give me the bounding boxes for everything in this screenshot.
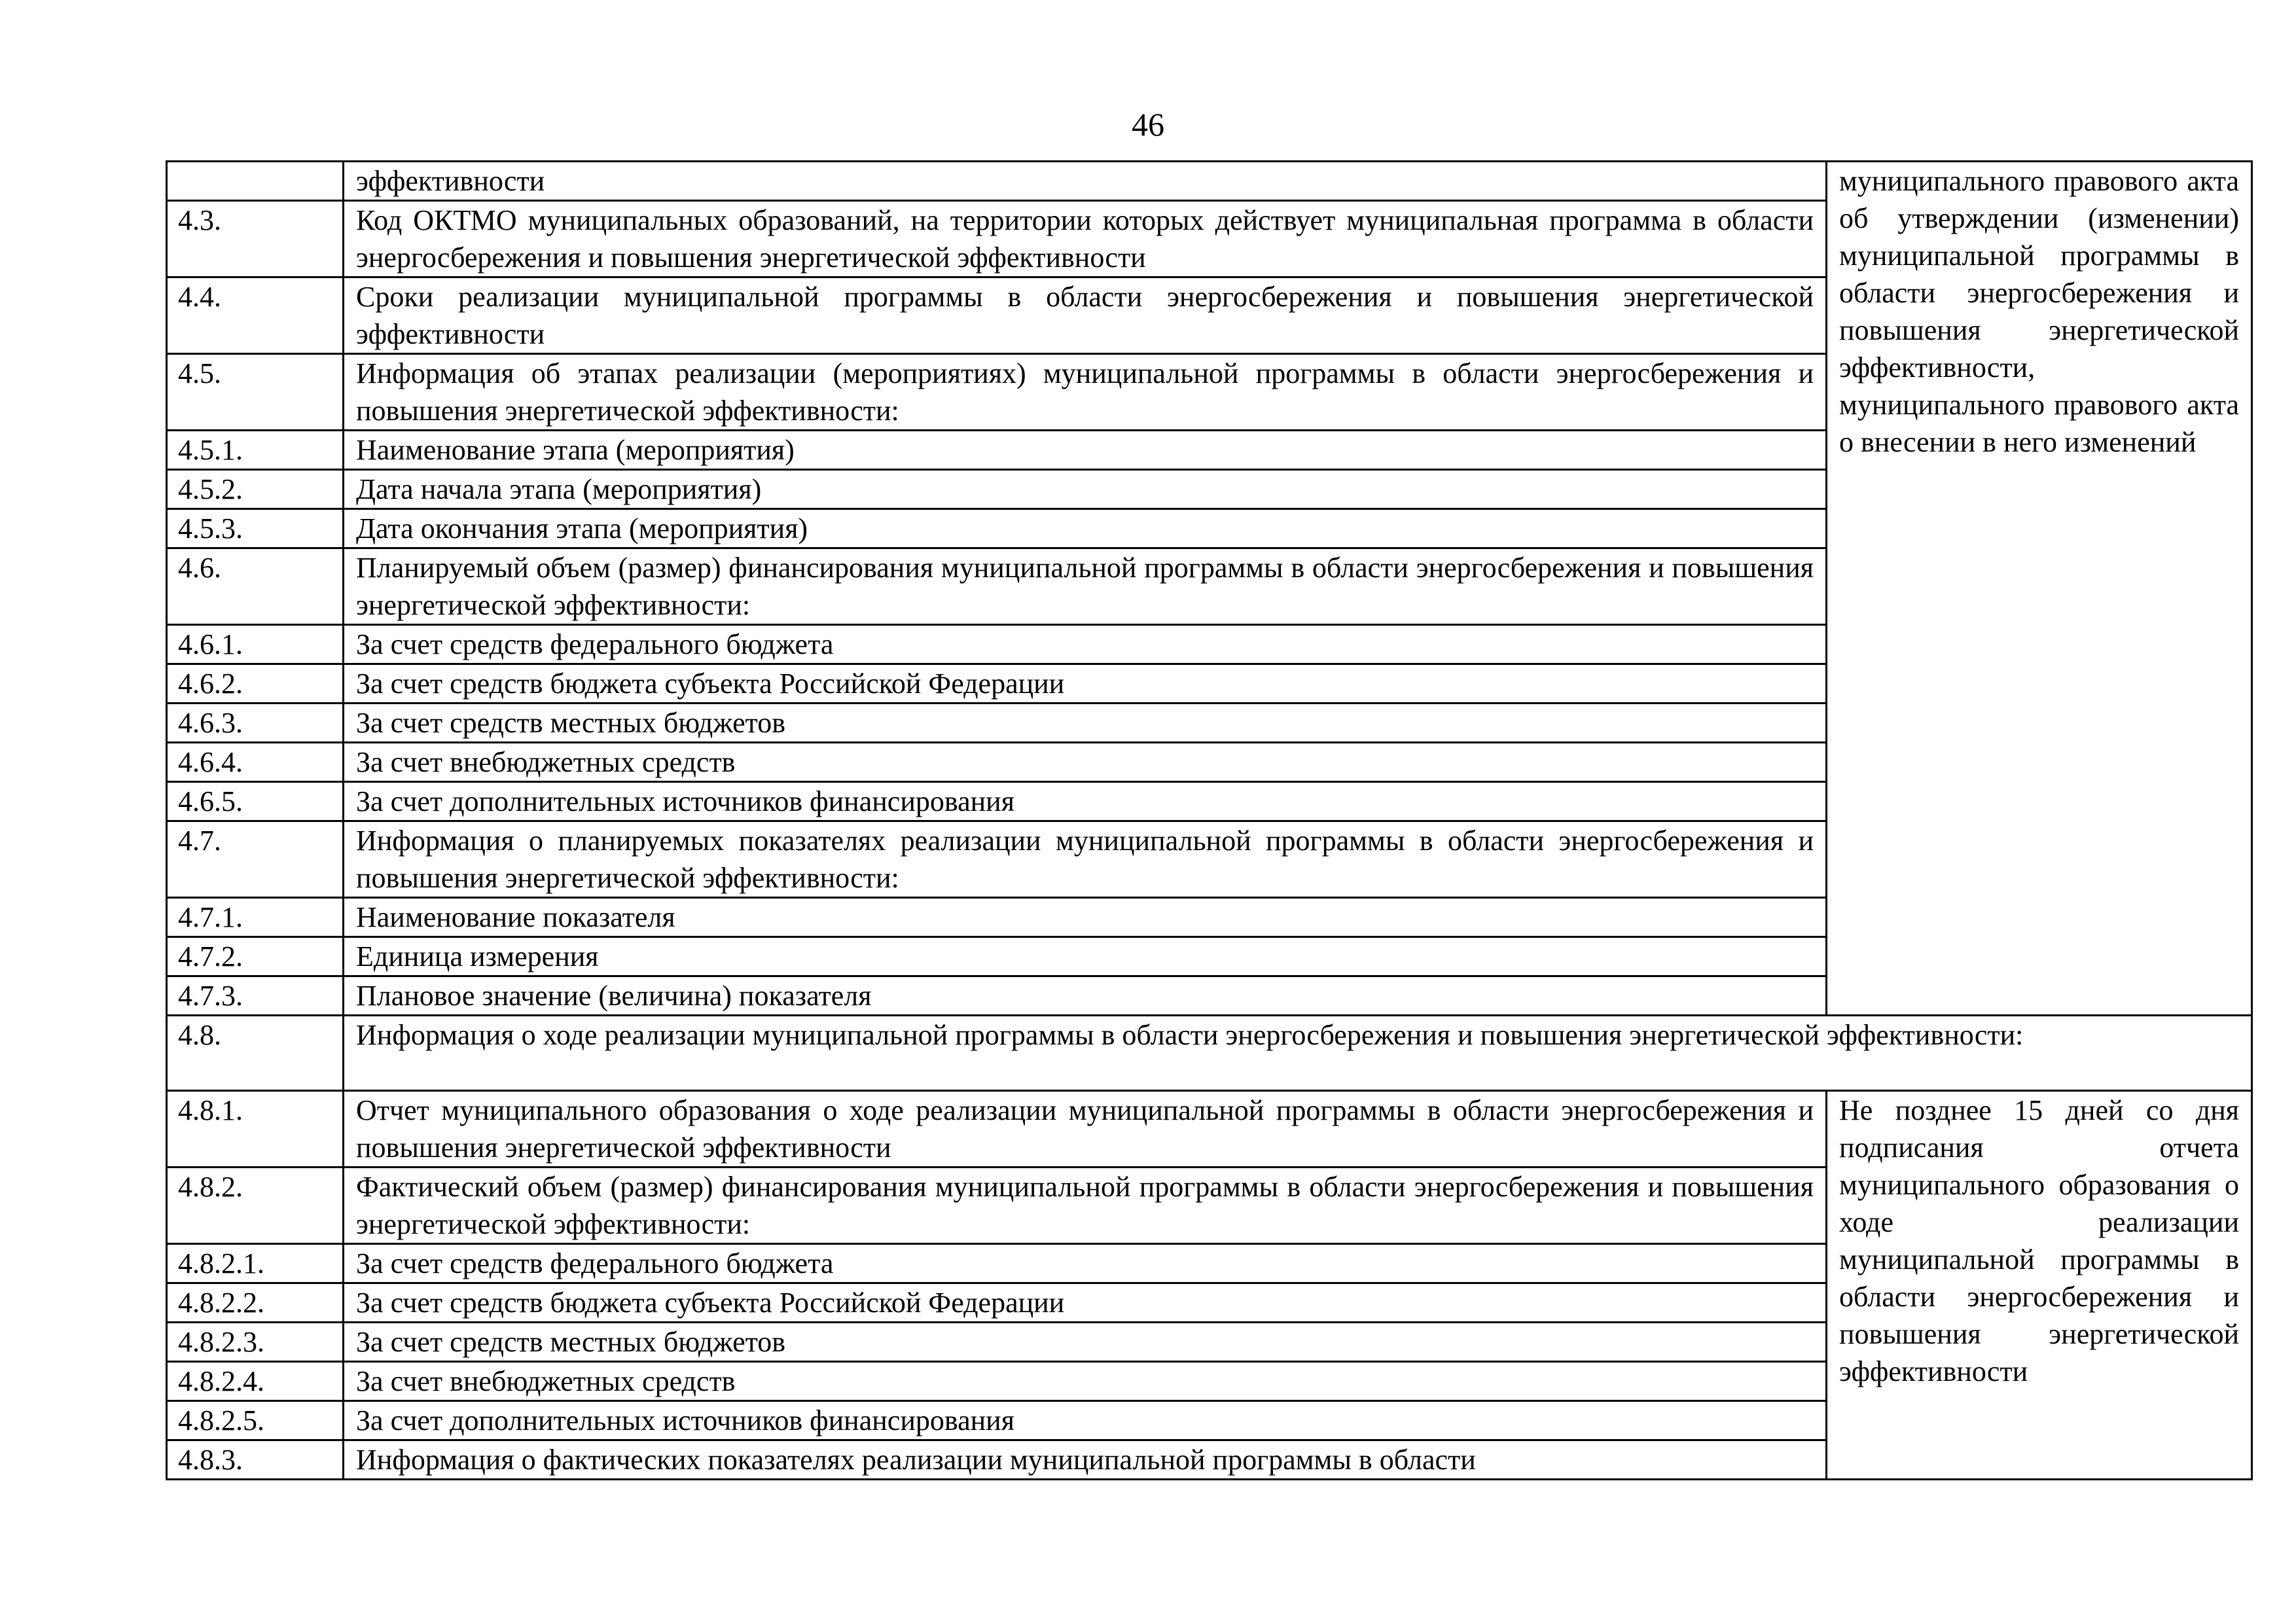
row-text: За счет средств федерального бюджета xyxy=(344,625,1827,664)
row-number: 4.8. xyxy=(167,1016,344,1091)
row-text: За счет дополнительных источников финансирования xyxy=(344,1401,1827,1440)
row-text: Единица измерения xyxy=(344,937,1827,976)
row-text: Дата начала этапа (мероприятия) xyxy=(344,470,1827,509)
row-number: 4.8.2. xyxy=(167,1168,344,1244)
row-number: 4.7.3. xyxy=(167,976,344,1016)
row-number: 4.8.2.4. xyxy=(167,1362,344,1401)
row-text: Плановое значение (величина) показателя xyxy=(344,976,1827,1016)
row-number: 4.6.4. xyxy=(167,743,344,782)
row-text: За счет средств местных бюджетов xyxy=(344,704,1827,743)
row-number: 4.5.2. xyxy=(167,470,344,509)
row-text: Наименование показателя xyxy=(344,898,1827,937)
row-number: 4.7.1. xyxy=(167,898,344,937)
row-number: 4.8.1. xyxy=(167,1091,344,1168)
table-row xyxy=(167,1016,2252,1091)
table-row xyxy=(167,162,2252,201)
table-row xyxy=(167,1091,2252,1168)
row-text: За счет внебюджетных средств xyxy=(344,743,1827,782)
row-number: 4.3. xyxy=(167,201,344,277)
row-number: 4.6.2. xyxy=(167,664,344,704)
row-text: За счет дополнительных источников финансирования xyxy=(344,782,1827,821)
row-number: 4.8.2.3. xyxy=(167,1323,344,1362)
row-number: 4.8.2.1. xyxy=(167,1244,344,1283)
data-table xyxy=(166,160,2253,1480)
row-number: 4.6.3. xyxy=(167,704,344,743)
row-number: 4.7. xyxy=(167,821,344,898)
row-text: Информация о ходе реализации муниципальной программы в области энергосбережения и повышения энергетической эффективности: xyxy=(344,1016,2252,1091)
row-number: 4.8.2.5. xyxy=(167,1401,344,1440)
row-text: Сроки реализации муниципальной программы в области энергосбережения и повышения энергетической эффективности xyxy=(344,277,1827,354)
row-number: 4.5. xyxy=(167,354,344,431)
row-number: 4.4. xyxy=(167,277,344,354)
row-text: Информация об этапах реализации (мероприятиях) муниципальной программы в области энергосбережения и повышения энергетической эффективности: xyxy=(344,354,1827,431)
row-text: За счет средств местных бюджетов xyxy=(344,1323,1827,1362)
deadline-cell-report: Не позднее 15 дней со дня подписания отчета муниципального образования о ходе реализации муниципальной программы в области энергосбережения и повышения энергетической эффективности xyxy=(1827,1091,2252,1480)
row-text: За счет средств бюджета субъекта Российской Федерации xyxy=(344,1283,1827,1323)
row-number: 4.6. xyxy=(167,548,344,625)
row-text: Наименование этапа (мероприятия) xyxy=(344,431,1827,470)
row-text: Информация о фактических показателях реализации муниципальной программы в области xyxy=(344,1440,1827,1480)
row-text: Отчет муниципального образования о ходе реализации муниципальной программы в области энергосбережения и повышения энергетической эффективности xyxy=(344,1091,1827,1168)
row-text: Планируемый объем (размер) финансирования муниципальной программы в области энергосбережения и повышения энергетической эффективности: xyxy=(344,548,1827,625)
row-text: За счет внебюджетных средств xyxy=(344,1362,1827,1401)
page-number: 46 xyxy=(1132,106,1164,143)
row-text: Дата окончания этапа (мероприятия) xyxy=(344,509,1827,548)
row-number xyxy=(167,162,344,201)
row-number: 4.6.1. xyxy=(167,625,344,664)
row-text: Фактический объем (размер) финансирования муниципальной программы в области энергосбережения и повышения энергетической эффективности: xyxy=(344,1168,1827,1244)
row-number: 4.8.2.2. xyxy=(167,1283,344,1323)
deadline-cell-approval-act: муниципального правового акта об утверждении (изменении) муниципальной программы в области энергосбережения и повышения энергетической эффективности, муниципального правового акта о внесении в него изменений xyxy=(1827,162,2252,1016)
row-number: 4.6.5. xyxy=(167,782,344,821)
row-text: За счет средств бюджета субъекта Российской Федерации xyxy=(344,664,1827,704)
row-text: Код ОКТМО муниципальных образований, на территории которых действует муниципальная программа в области энергосбережения и повышения энергетической эффективности xyxy=(344,201,1827,277)
row-number: 4.8.3. xyxy=(167,1440,344,1480)
row-text: Информация о планируемых показателях реализации муниципальной программы в области энергосбережения и повышения энергетической эффективности: xyxy=(344,821,1827,898)
row-text: эффективности xyxy=(344,162,1827,201)
row-text: За счет средств федерального бюджета xyxy=(344,1244,1827,1283)
row-number: 4.5.1. xyxy=(167,431,344,470)
row-number: 4.5.3. xyxy=(167,509,344,548)
row-number: 4.7.2. xyxy=(167,937,344,976)
table-body xyxy=(167,162,2252,1480)
